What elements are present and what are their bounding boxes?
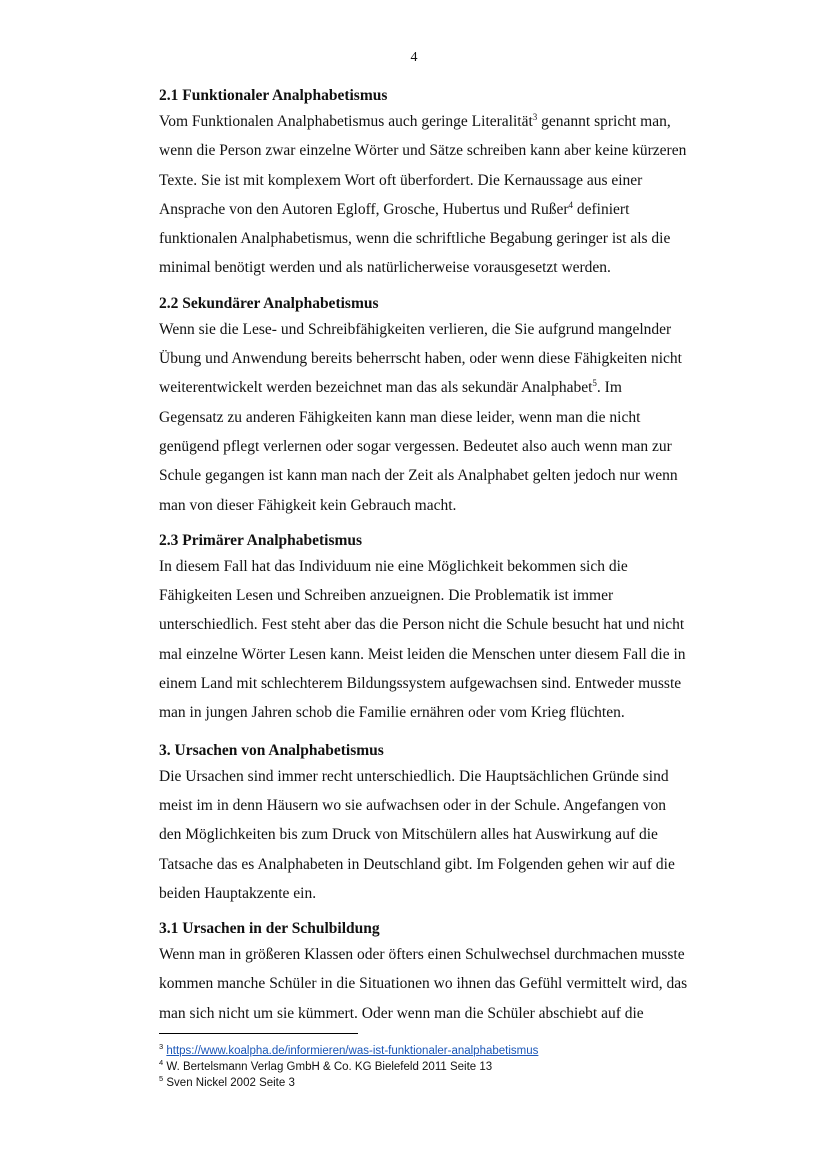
footnote-ref[interactable]: 4 <box>568 199 574 210</box>
text-run: man von dieser Fähigkeit kein Gebrauch macht. <box>159 496 457 514</box>
text-run: Wenn man in größeren Klassen oder öfters einen Schulwechsel durchmachen musste <box>159 946 685 964</box>
section-heading: 3. Ursachen von Analphabetismus <box>159 741 384 759</box>
text-run: Die Ursachen sind immer recht unterschiedlich. Die Hauptsächlichen Gründe sind <box>159 767 669 785</box>
text-line <box>159 969 731 998</box>
text-run: wenn die Person zwar einzelne Wörter und Sätze schreiben kann aber keine kürzeren <box>159 142 687 160</box>
text-line <box>159 491 731 520</box>
text-line <box>159 166 731 195</box>
text-run: Fähigkeiten Lesen und Schreiben anzueignen. Die Problematik ist immer <box>159 587 614 605</box>
text-run: meist im in denn Häusern wo sie aufwachsen oder in der Schule. Angefangen von <box>159 796 667 814</box>
footnote-number: 3 <box>159 1042 164 1052</box>
text-line <box>159 940 731 969</box>
text-line <box>159 850 731 879</box>
text-line <box>159 403 731 432</box>
text-line <box>159 762 731 791</box>
footnote-ref[interactable]: 5 <box>592 378 597 389</box>
text-line <box>159 253 731 282</box>
text-line <box>159 640 731 669</box>
footnote-number: 4 <box>159 1058 164 1068</box>
text-run: man in jungen Jahren schob die Familie ernähren oder vom Krieg flüchten. <box>159 704 625 722</box>
section <box>159 740 731 908</box>
section-heading: 2.1 Funktionaler Analphabetismus <box>159 87 388 104</box>
text-run: Schule gegangen ist kann man nach der Zeit als Analphabet gelten jedoch nur wenn <box>159 467 678 485</box>
text-run: unterschiedlich. Fest steht aber das die Person nicht die Schule besucht hat und nicht <box>159 616 685 634</box>
text-run: In diesem Fall hat das Individuum nie eine Möglichkeit bekommen sich die <box>159 557 628 575</box>
footnote-text: W. Bertelsmann Verlag GmbH & Co. KG Bielefeld 2011 Seite 13 <box>166 1061 493 1073</box>
section <box>159 530 731 728</box>
footnote <box>159 1059 759 1075</box>
text-line <box>159 698 731 727</box>
text-line <box>159 195 731 224</box>
footnote-ref[interactable]: 3 <box>532 111 538 122</box>
text-run: man sich nicht um sie kümmert. Oder wenn man die Schüler abschiebt auf die <box>159 1004 644 1022</box>
page-number: 4 <box>410 50 418 65</box>
text-run: Gegensatz zu anderen Fähigkeiten kann man diese leider, wenn man die nicht <box>159 408 641 426</box>
text-run: mal einzelne Wörter Lesen kann. Meist leiden die Menschen unter diesem Fall die in <box>159 645 686 663</box>
footnote-separator <box>159 1033 358 1034</box>
page-body <box>159 85 731 1038</box>
section <box>159 85 731 283</box>
text-line <box>159 224 731 253</box>
text-run: Wenn sie die Lese- und Schreibfähigkeiten verlieren, die Sie aufgrund mangelnder <box>159 320 672 338</box>
text-run: einem Land mit schlechterem Bildungssystem aufgewachsen sind. Entweder musste <box>159 675 682 693</box>
text-line <box>159 581 731 610</box>
section-heading: 2.3 Primärer Analphabetismus <box>159 531 363 549</box>
text-line <box>159 610 731 639</box>
text-run: funktionalen Analphabetismus, wenn die schriftliche Begabung geringer ist als die <box>159 230 671 248</box>
text-line <box>159 999 731 1028</box>
footnote <box>159 1043 759 1059</box>
text-line <box>159 344 731 373</box>
text-run: genannt spricht man, <box>537 113 671 130</box>
section-heading: 2.2 Sekundärer Analphabetismus <box>159 294 379 312</box>
text-run: Übung und Anwendung bereits beherrscht haben, oder wenn diese Fähigkeiten nicht <box>159 350 682 368</box>
section <box>159 293 731 520</box>
text-line <box>159 107 731 136</box>
section <box>159 918 731 1028</box>
footnotes <box>159 1043 759 1091</box>
text-run: Texte. Sie ist mit komplexem Wort oft überfordert. Die Kernaussage aus einer <box>159 171 643 189</box>
text-line <box>159 136 731 165</box>
footnote-link[interactable]: https://www.koalpha.de/informieren/was-ist-funktionaler-analphabetismus <box>166 1045 539 1057</box>
section-heading: 3.1 Ursachen in der Schulbildung <box>159 920 380 938</box>
text-line <box>159 461 731 490</box>
text-line <box>159 820 731 849</box>
text-run: beiden Hauptakzente ein. <box>159 884 317 902</box>
footnote-text: Sven Nickel 2002 Seite 3 <box>166 1077 295 1089</box>
text-line <box>159 315 731 344</box>
text-run: weiterentwickelt werden bezeichnet man das als sekundär Analphabet <box>159 379 593 397</box>
text-run: Tatsache das es Analphabeten in Deutschland gibt. Im Folgenden gehen wir auf die <box>159 855 675 873</box>
text-line <box>159 669 731 698</box>
text-run: Vom Funktionalen Analphabetismus auch geringe Literalität <box>159 113 533 130</box>
text-line <box>159 791 731 820</box>
footnote <box>159 1075 759 1091</box>
text-run: minimal benötigt werden und als natürlicherweise vorausgesetzt werden. <box>159 259 611 277</box>
text-line <box>159 373 731 402</box>
text-line <box>159 432 731 461</box>
text-run: Ansprache von den Autoren Egloff, Grosche, Hubertus und Rußer <box>159 200 569 218</box>
text-run: . Im <box>596 379 622 397</box>
text-line <box>159 879 731 908</box>
text-line <box>159 552 731 581</box>
text-run: den Möglichkeiten bis zum Druck von Mitschülern alles hat Auswirkung auf die <box>159 826 658 844</box>
text-run: genügend pflegt verlernen oder sogar vergessen. Bedeutet also auch wenn man zur <box>159 437 672 455</box>
footnote-number: 5 <box>159 1074 164 1084</box>
text-run: definiert <box>573 200 630 218</box>
text-run: kommen manche Schüler in die Situationen wo ihnen das Gefühl vermittelt wird, das <box>159 975 688 993</box>
